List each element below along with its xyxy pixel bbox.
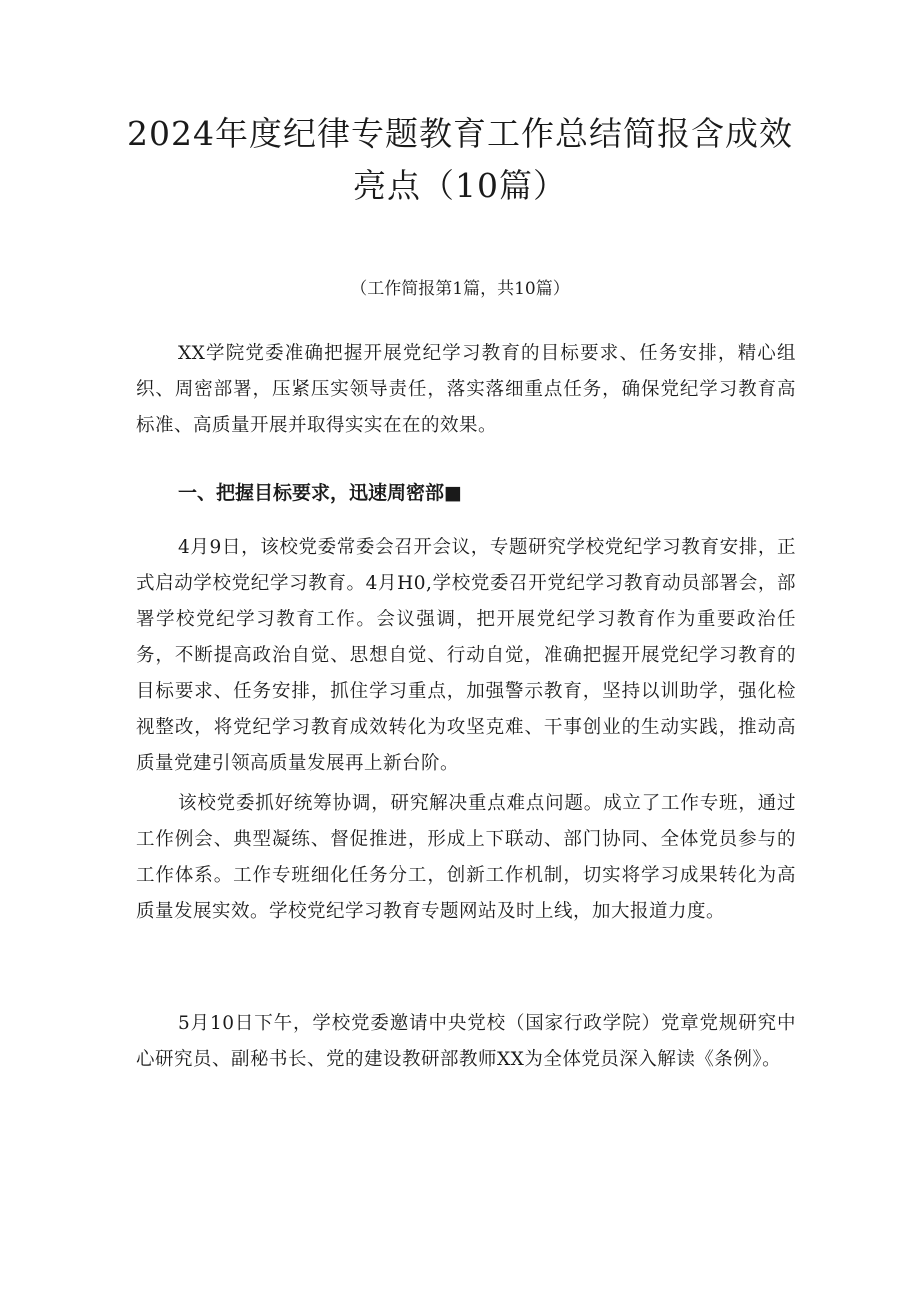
section-heading: 一、把握目标要求，迅速周密部■ — [178, 482, 462, 504]
intro-paragraph: XX学院党委准确把握开展党纪学习教育的目标要求、任务安排，精心组织、周密部署，压紧压实领导责任，落实落细重点任务，确保党纪学习教育高标准、高质量开展并取得实实在在的效果。 — [136, 343, 796, 436]
body-paragraph: 4月9日，该校党委常委会召开会议，专题研究学校党纪学习教育安排，正式启动学校党纪学习教育。4月H0,学校党委召开党纪学习教育动员部署会，部署学校党纪学习教育工作。会议强调，把开展党纪学习教育作为重要政治任务，不断提高政治自觉、思想自觉、行动自觉，准确把握开展党纪学习教育的目标要求、任务安排，抓住学习重点，加强警示教育，坚持以训助学，强化检视整改，将党纪学习教育成效转化为攻坚克难、干事创业的生动实践，推动高质量党建引领高质量发展再上新台阶。 — [136, 537, 796, 774]
body-paragraph: 5月10日下午，学校党委邀请中央党校（国家行政学院）党章党规研究中心研究员、副秘书长、党的建设教研部教师XX为全体党员深入解读《条例》。 — [136, 1013, 796, 1070]
document-title: 2024年度纪律专题教育工作总结简报含成效亮点（10篇） — [127, 114, 793, 205]
document-subtitle: （工作简报第1篇，共10篇） — [350, 279, 570, 299]
body-paragraph: 该校党委抓好统筹协调，研究解决重点难点问题。成立了工作专班，通过工作例会、典型凝练、督促推进，形成上下联动、部门协同、全体党员参与的工作体系。工作专班细化任务分工，创新工作机制，切实将学习成果转化为高质量发展实效。学校党纪学习教育专题网站及时上线，加大报道力度。 — [136, 793, 796, 922]
